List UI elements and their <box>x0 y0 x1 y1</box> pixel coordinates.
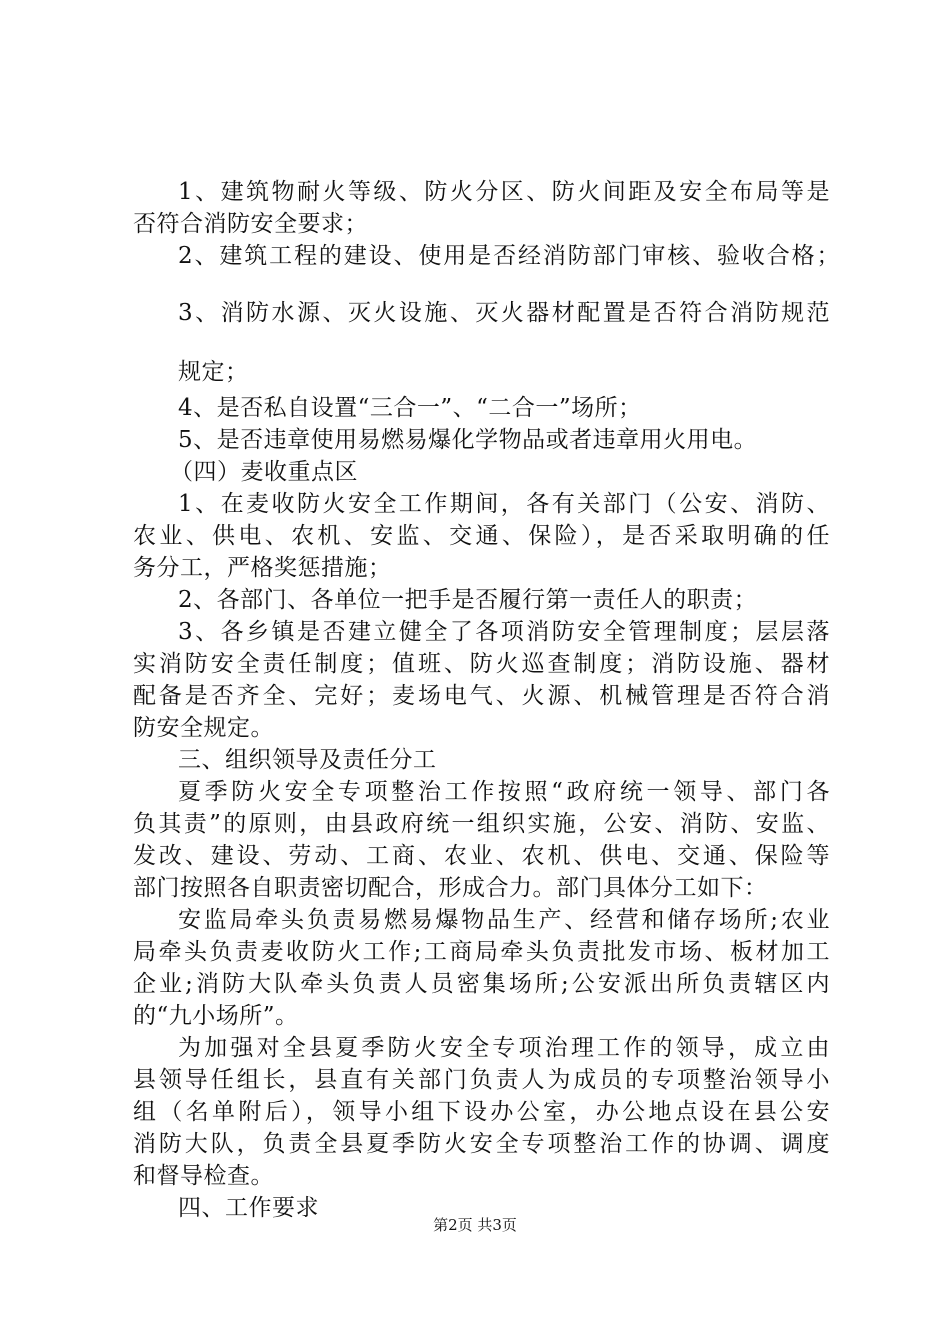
text-line: 务分工，严格奖惩措施； <box>133 555 392 581</box>
text-line: 2、建筑工程的建设、使用是否经消防部门审核、验收合格； <box>178 243 840 269</box>
text-line: 4、是否私自设置“三合一”、“二合一”场所； <box>178 395 642 421</box>
text-line: 为加强对全县夏季防火安全专项治理工作的领导，成立由 <box>178 1035 830 1061</box>
text-line: 负其责”的原则，由县政府统一组织实施，公安、消防、安监、 <box>133 811 830 837</box>
text-line: 安监局牵头负责易燃易爆物品生产、经营和储存场所;农业 <box>178 907 830 933</box>
page-footer: 第2页 共3页 <box>433 1216 517 1234</box>
text-line: 四、工作要求 <box>178 1195 319 1221</box>
text-line: 农业、供电、农机、安监、交通、保险），是否采取明确的任 <box>133 523 830 549</box>
text-line: 1、在麦收防火安全工作期间，各有关部门（公安、消防、 <box>178 491 830 517</box>
text-line: 3、消防水源、灭火设施、灭火器材配置是否符合消防规范 <box>178 300 830 326</box>
text-line: 和督导检查。 <box>133 1163 274 1189</box>
text-line: 3、各乡镇是否建立健全了各项消防安全管理制度；层层落 <box>178 619 830 645</box>
text-line: 2、各部门、各单位一把手是否履行第一责任人的职责； <box>178 587 758 613</box>
text-line: 防安全规定。 <box>133 715 274 741</box>
text-line: 夏季防火安全专项整治工作按照“政府统一领导、部门各 <box>178 779 830 805</box>
text-line: 局牵头负责麦收防火工作;工商局牵头负责批发市场、板材加工 <box>133 939 830 965</box>
text-line: （四）麦收重点区 <box>170 459 358 485</box>
text-line: 5、是否违章使用易燃易爆化学物品或者违章用火用电。 <box>178 427 758 453</box>
text-line: 县领导任组长，县直有关部门负责人为成员的专项整治领导小 <box>133 1067 830 1093</box>
text-line: 组（名单附后），领导小组下设办公室，办公地点设在县公安 <box>133 1099 830 1125</box>
text-line: 实消防安全责任制度；值班、防火巡查制度；消防设施、器材 <box>133 651 830 677</box>
text-line: 企业;消防大队牵头负责人员密集场所;公安派出所负责辖区内 <box>133 971 830 997</box>
text-line: 消防大队，负责全县夏季防火安全专项整治工作的协调、调度 <box>133 1131 830 1157</box>
text-line: 1、建筑物耐火等级、防火分区、防火间距及安全布局等是 <box>178 179 830 205</box>
text-line: 三、组织领导及责任分工 <box>178 747 437 773</box>
text-line: 发改、建设、劳动、工商、农业、农机、供电、交通、保险等 <box>133 843 830 869</box>
text-line: 配备是否齐全、完好；麦场电气、火源、机械管理是否符合消 <box>133 683 830 709</box>
text-line: 部门按照各自职责密切配合，形成合力。部门具体分工如下： <box>133 875 768 901</box>
text-line: 规定； <box>178 359 249 385</box>
text-line: 否符合消防安全要求； <box>133 211 368 237</box>
text-line: 的“九小场所”。 <box>133 1003 299 1029</box>
